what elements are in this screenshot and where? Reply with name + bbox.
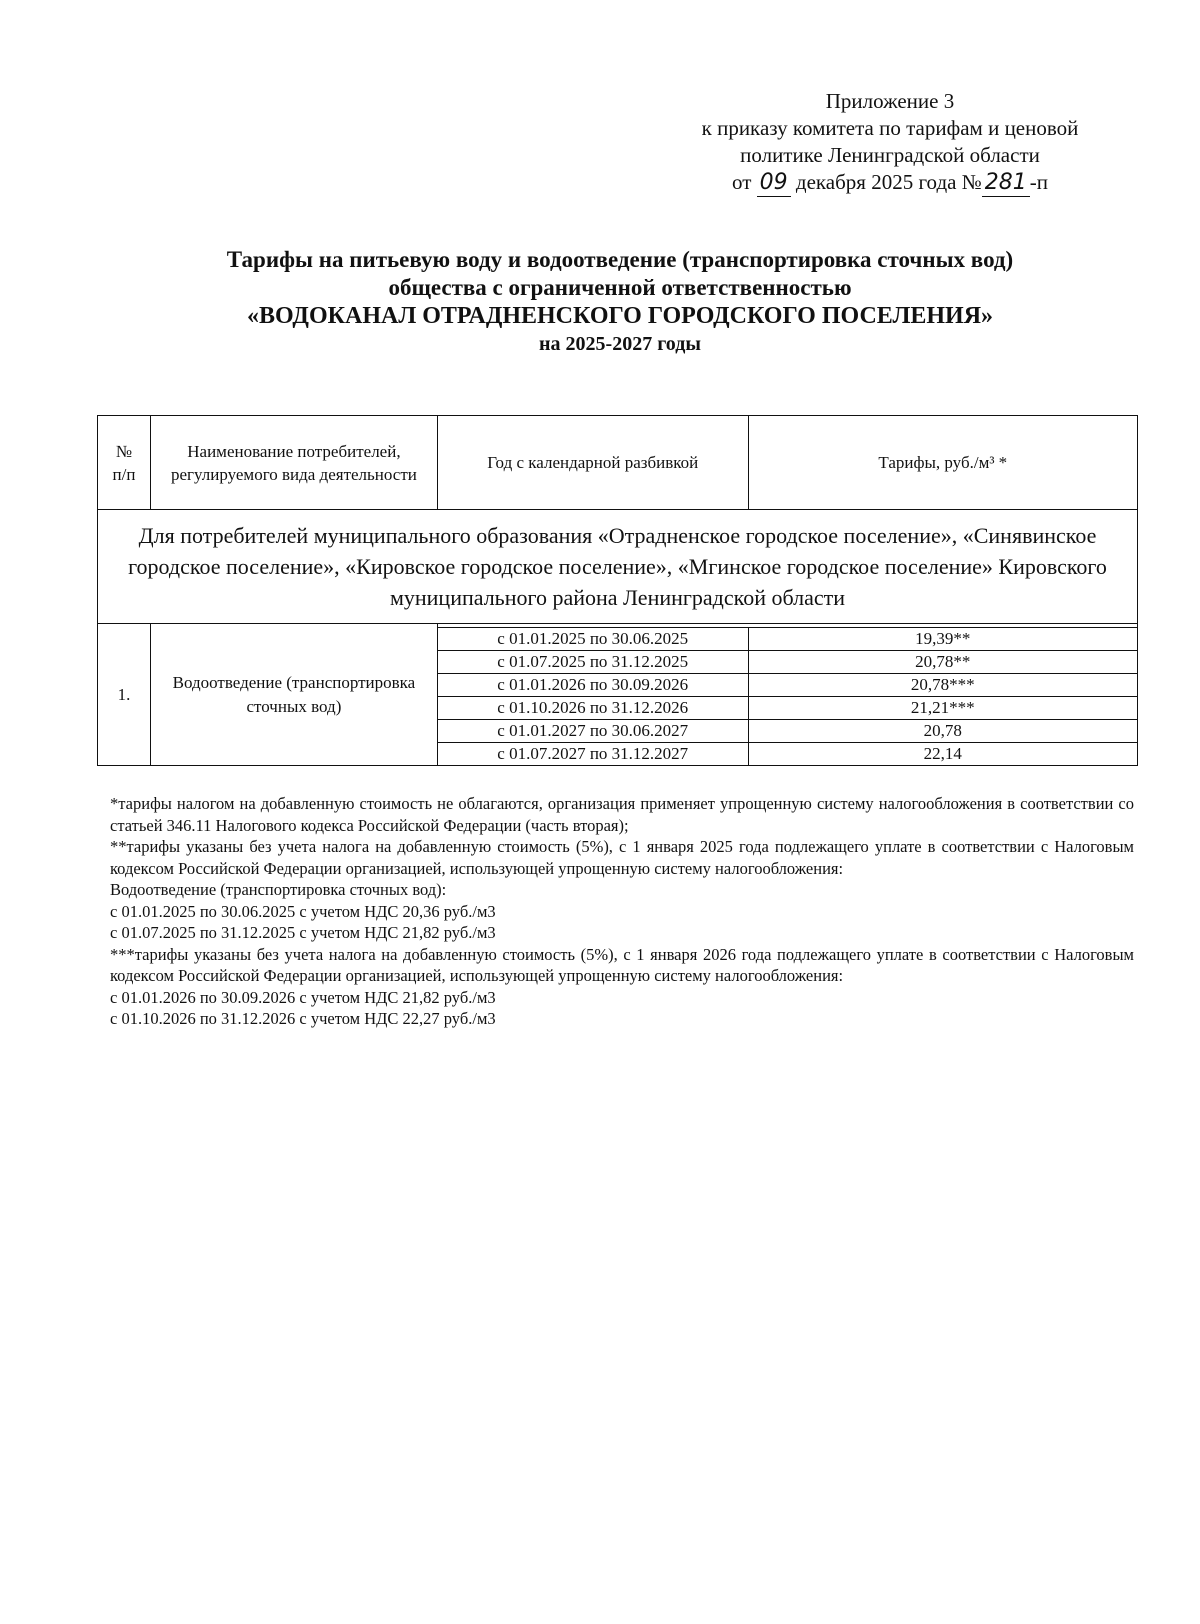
rate-cell: 20,78 xyxy=(748,720,1137,743)
footnote-double-star: **тарифы указаны без учета налога на добавленную стоимость (5%), с 1 января 2025 года подлежащего уплате в соответствии с Налоговым кодексом Российской Федерации организацией, использующей упрощенную систему налогообложения: xyxy=(110,837,1134,878)
consumers-description: Для потребителей муниципального образования «Отрадненское городское поселение», «Синявинское городское поселение», «Кировское городское поселение», «Мгинское городское поселение» Кировского муниципального района Ленинградской области xyxy=(98,510,1138,624)
header-year: Год с календарной разбивкой xyxy=(437,416,748,510)
footnote-activity: Водоотведение (транспортировка сточных вод): xyxy=(110,880,447,899)
title-line-2: общества с ограниченной ответственностью xyxy=(388,275,852,300)
tariff-table xyxy=(97,415,1138,766)
footnote-vat-line: с 01.07.2025 по 31.12.2025 с учетом НДС 21,82 руб./м3 xyxy=(110,923,496,942)
annex-order-line: к приказу комитета по тарифам и ценовой xyxy=(701,116,1079,140)
handwritten-day: 09 xyxy=(757,169,791,197)
footnotes xyxy=(110,793,1134,1030)
document-title xyxy=(100,246,1140,358)
title-company: «ВОДОКАНАЛ ОТРАДНЕНСКОГО ГОРОДСКОГО ПОСЕЛЕНИЯ» xyxy=(246,303,994,329)
rate-cell: 22,14 xyxy=(748,743,1137,766)
period-cell: с 01.01.2025 по 30.06.2025 xyxy=(437,628,748,651)
footnote-vat-line: с 01.01.2025 по 30.06.2025 с учетом НДС 20,36 руб./м3 xyxy=(110,901,496,921)
footnote-triple-star: ***тарифы указаны без учета налога на добавленную стоимость (5%), с 1 января 2026 года подлежащего уплате в соответствии с Налоговым кодексом Российской Федерации организацией, использующей упрощенную систему налогообложения: xyxy=(110,944,1134,985)
footnote-vat-line: с 01.01.2026 по 30.09.2026 с учетом НДС 21,82 руб./м3 xyxy=(110,987,496,1007)
date-prefix: от xyxy=(732,170,752,194)
rate-cell: 21,21*** xyxy=(748,697,1137,720)
row-number: 1. xyxy=(98,624,151,766)
handwritten-order-number: 281 xyxy=(982,169,1030,197)
period-cell: с 01.01.2027 по 30.06.2027 xyxy=(437,720,748,743)
title-line-1: Тарифы на питьевую воду и водоотведение (транспортировка сточных вод) xyxy=(226,247,1014,272)
period-cell: с 01.10.2026 по 31.12.2026 xyxy=(437,697,748,720)
annex-committee-line: политике Ленинградской области xyxy=(740,143,1040,167)
header-tariff: Тарифы, руб./м³ * xyxy=(748,416,1137,510)
footnote-vat-line: с 01.10.2026 по 31.12.2026 с учетом НДС 22,27 руб./м3 xyxy=(110,1009,496,1028)
period-cell: с 01.07.2025 по 31.12.2025 xyxy=(437,651,748,674)
rate-cell: 20,78** xyxy=(748,651,1137,674)
activity-name: Водоотведение (транспортировка сточных вод) xyxy=(150,624,437,766)
annex-header xyxy=(660,88,1120,197)
rate-cell: 20,78*** xyxy=(748,674,1137,697)
annex-date-line xyxy=(660,169,1120,197)
period-cell: с 01.07.2027 по 31.12.2027 xyxy=(437,743,748,766)
number-suffix: -п xyxy=(1029,170,1048,194)
annex-title: Приложение 3 xyxy=(825,89,955,113)
footnote-single-star: *тарифы налогом на добавленную стоимость не облагаются, организация применяет упрощенную систему налогообложения в соответствии со статьей 346.11 Налогового кодекса Российской Федерации (часть вторая); xyxy=(110,794,1134,835)
date-middle: декабря 2025 года № xyxy=(795,170,982,194)
header-number: № п/п xyxy=(98,416,151,510)
rate-cell: 19,39** xyxy=(748,628,1137,651)
table-header-row xyxy=(98,416,1138,510)
consumers-row xyxy=(98,510,1138,624)
period-cell: с 01.01.2026 по 30.09.2026 xyxy=(437,674,748,697)
header-consumer-name: Наименование потребителей, регулируемого вида деятельности xyxy=(150,416,437,510)
title-years: на 2025-2027 годы xyxy=(539,333,701,355)
